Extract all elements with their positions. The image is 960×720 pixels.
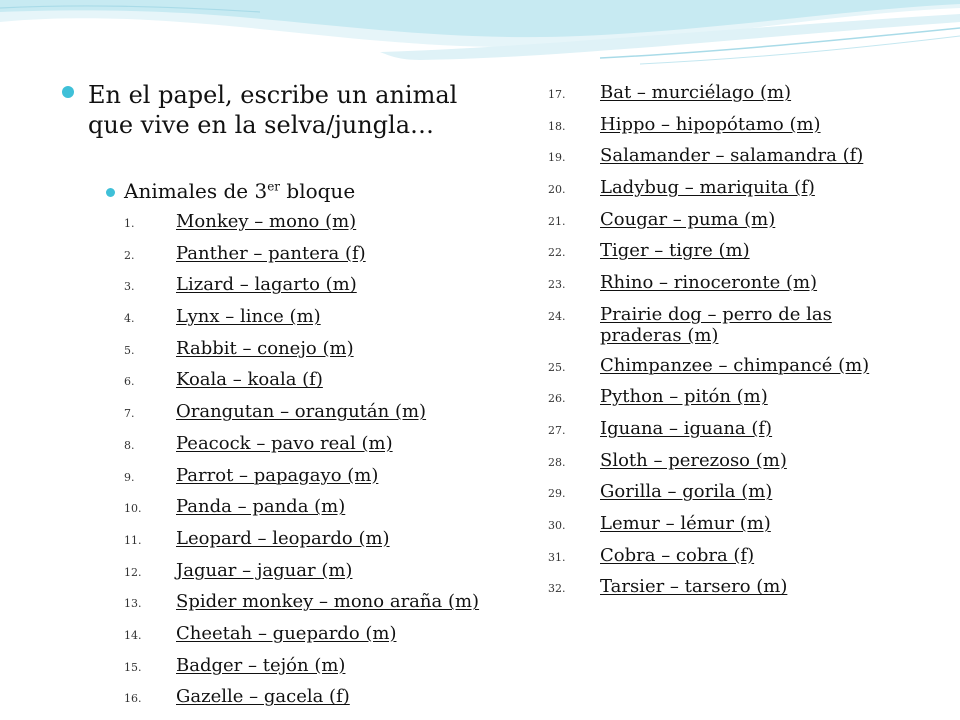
item-text: Monkey – mono (m) [176,211,357,232]
list-item [124,211,494,234]
item-text: Tiger – tigre (m) [600,240,750,262]
list-item [548,545,918,568]
list-item [124,401,494,424]
item-text: Hippo – hipopótamo (m) [600,113,821,135]
item-text: Spider monkey – mono araña (m) [176,591,480,613]
item-text: Lizard – lagarto (m) [176,274,357,296]
item-number: 12. [124,565,142,579]
item-number: 14. [124,628,142,642]
item-number: 17. [548,88,566,101]
animal-list-right [548,82,918,608]
list-item [124,338,494,361]
list-item [548,240,918,263]
item-number: 26. [548,392,566,406]
item-number: 10. [124,502,142,516]
item-text: Sloth – perezoso (m) [600,449,787,471]
item-text: Lynx – lince (m) [176,306,321,328]
item-number: 23. [548,278,566,292]
item-text: Gazelle – gacela (f) [176,686,350,708]
list-item [124,465,494,488]
item-number: 13. [124,597,142,611]
item-number: 27. [548,423,566,437]
list-item [548,386,918,409]
list-item [124,623,494,646]
item-text: Parrot – papagayo (m) [176,464,379,486]
list-item [548,450,918,473]
item-text: Prairie dog – perro de las praderas (m) [600,303,832,346]
item-text: Gorilla – gorila (m) [600,481,773,503]
list-item [124,686,494,709]
item-text: Cougar – puma (m) [600,208,776,230]
item-number: 30. [548,518,566,532]
item-number: 1. [124,217,135,230]
item-number: 4. [124,312,135,326]
item-text: Ladybug – mariquita (f) [600,177,815,199]
item-text: Lemur – lémur (m) [600,512,771,534]
list-item [548,82,918,105]
list-item [548,145,918,168]
item-number: 31. [548,550,566,564]
list-item [124,528,494,551]
item-number: 21. [548,214,566,228]
item-number: 11. [124,533,142,547]
item-number: 32. [548,582,566,596]
item-number: 15. [124,660,142,674]
animal-list-left [124,211,494,718]
item-text: Cobra – cobra (f) [600,544,755,566]
item-number: 18. [548,119,566,133]
item-text: Panther – pantera (f) [176,242,366,264]
list-item [124,243,494,266]
item-number: 16. [124,692,142,706]
item-number: 24. [548,309,566,323]
item-text: Salamander – salamandra (f) [600,145,864,167]
item-text: Rabbit – conejo (m) [176,337,354,359]
list-item [124,433,494,456]
list-item [548,272,918,295]
item-text: Jaguar – jaguar (m) [176,559,353,581]
header-wave-decoration [0,0,960,90]
main-instruction: En el papel, escribe un animal que vive en la selva/jungla… [88,81,458,139]
sub-heading-tail: bloque [280,179,356,203]
list-item [548,481,918,504]
item-text: Panda – panda (m) [176,496,346,518]
item-number: 9. [124,470,135,484]
list-item [124,496,494,519]
sub-heading-text: Animales de 3 [124,179,268,203]
item-number: 7. [124,407,135,421]
item-number: 28. [548,455,566,469]
item-number: 29. [548,487,566,501]
list-item [124,560,494,583]
list-item [548,355,918,378]
list-item [124,369,494,392]
list-item [548,177,918,200]
sub-bullet-dot [106,188,115,197]
item-number: 2. [124,248,135,262]
item-text: Chimpanzee – chimpancé (m) [600,354,870,376]
item-text: Bat – murciélago (m) [600,82,792,103]
list-item [548,209,918,232]
item-text: Orangutan – orangután (m) [176,401,427,423]
list-item [124,306,494,329]
list-item [548,576,918,599]
list-item [548,513,918,536]
item-text: Iguana – iguana (f) [600,417,773,439]
list-item [548,418,918,441]
list-item [124,591,494,614]
item-text: Leopard – leopardo (m) [176,527,390,549]
item-number: 20. [548,183,566,197]
item-text: Badger – tejón (m) [176,654,346,676]
item-text: Rhino – rinoceronte (m) [600,272,818,294]
sub-heading-superscript: er [267,179,281,194]
item-number: 3. [124,280,135,294]
item-text: Peacock – pavo real (m) [176,432,393,454]
main-bullet-dot [62,86,74,98]
list-item [124,655,494,678]
item-text: Cheetah – guepardo (m) [176,622,397,644]
item-number: 6. [124,375,135,389]
item-number: 19. [548,151,566,165]
item-number: 5. [124,343,135,357]
item-text: Python – pitón (m) [600,386,768,408]
list-item [548,114,918,137]
item-text: Tarsier – tarsero (m) [600,576,788,598]
list-item [548,304,918,346]
sub-heading [124,176,355,206]
item-number: 22. [548,246,566,260]
item-number: 8. [124,438,135,452]
item-text: Koala – koala (f) [176,369,323,391]
item-number: 25. [548,360,566,374]
list-item [124,274,494,297]
